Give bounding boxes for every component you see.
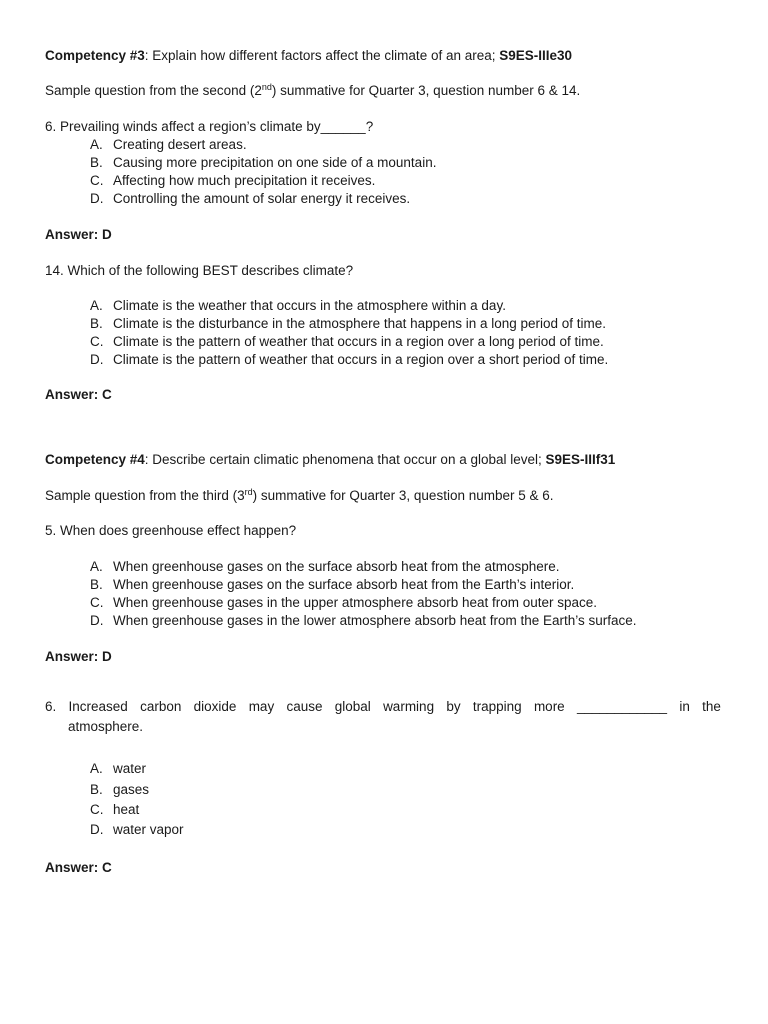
competency-3-label: Competency #3	[45, 48, 145, 63]
competency-4-sample-note	[45, 487, 554, 505]
option-letter: C.	[90, 334, 104, 349]
option-letter: B.	[90, 155, 103, 170]
sample-note-pre: Sample question from the second (2	[45, 83, 262, 98]
option-text: Climate is the pattern of weather that occurs in a region over a long period of time.	[113, 334, 604, 349]
stem-word: Increased	[68, 699, 128, 714]
option-letter: B.	[90, 316, 103, 331]
option-letter: A.	[90, 761, 103, 776]
question-5-option-c	[90, 594, 597, 612]
option-letter: C.	[90, 173, 104, 188]
option-text: Creating desert areas.	[113, 137, 247, 152]
competency-4-label: Competency #4	[45, 452, 145, 467]
competency-4-text: : Describe certain climatic phenomena that occur on a global level;	[144, 452, 546, 467]
question-6b-option-d	[90, 821, 184, 839]
question-6b-answer	[45, 859, 112, 877]
option-letter: A.	[90, 298, 103, 313]
question-6b-option-c	[90, 801, 139, 819]
question-6b-stem-line2: atmosphere.	[68, 719, 144, 734]
stem-word: warming	[383, 699, 435, 714]
stem-word: more	[533, 699, 565, 714]
option-letter: D.	[90, 822, 104, 837]
question-5-stem: 5. When does greenhouse effect happen?	[45, 523, 297, 538]
option-letter: B.	[90, 782, 103, 797]
option-text: heat	[113, 802, 140, 817]
question-5-option-b	[90, 576, 574, 594]
stem-word: carbon	[140, 699, 182, 714]
option-text: When greenhouse gases on the surface absorb heat from the Earth’s interior.	[113, 577, 575, 592]
stem-word: trapping	[472, 699, 522, 714]
option-text: When greenhouse gases in the lower atmosphere absorb heat from the Earth’s surface.	[113, 613, 637, 628]
option-letter: B.	[90, 577, 103, 592]
question-6b-stem	[45, 697, 721, 737]
answer-text: Answer: D	[45, 227, 112, 242]
option-letter: C.	[90, 802, 104, 817]
option-text: Climate is the disturbance in the atmosphere that happens in a long period of time.	[113, 316, 607, 331]
option-text: Climate is the pattern of weather that occurs in a region over a short period of time.	[113, 352, 609, 367]
question-6-option-b	[90, 154, 436, 172]
option-letter: D.	[90, 613, 104, 628]
competency-3-sample-note	[45, 82, 580, 100]
question-6-answer	[45, 226, 112, 244]
question-14-answer	[45, 386, 112, 404]
question-5-option-d	[90, 612, 637, 630]
stem-word: the	[702, 699, 721, 714]
answer-text: Answer: C	[45, 860, 112, 875]
competency-3-code: S9ES-IIIe30	[499, 48, 573, 63]
question-14-option-b	[90, 315, 606, 333]
option-text: water	[113, 761, 147, 776]
question-14-option-c	[90, 333, 604, 351]
competency-3-heading	[45, 47, 572, 65]
stem-word: in	[679, 699, 690, 714]
option-text: Affecting how much precipitation it receives.	[113, 173, 376, 188]
option-letter: D.	[90, 352, 104, 367]
answer-text: Answer: C	[45, 387, 112, 402]
question-14-option-d	[90, 351, 608, 369]
option-text: Causing more precipitation on one side of a mountain.	[113, 155, 437, 170]
sample-note-sup: rd	[244, 487, 253, 497]
sample-note-sup: nd	[261, 82, 272, 92]
competency-3-text: : Explain how different factors affect the climate of an area;	[144, 48, 500, 63]
stem-word: cause	[286, 699, 323, 714]
stem-word: 6.	[45, 699, 57, 714]
question-6-option-c	[90, 172, 375, 190]
competency-4-code: S9ES-IIIf31	[545, 452, 616, 467]
option-text: When greenhouse gases on the surface absorb heat from the atmosphere.	[113, 559, 560, 574]
question-14-stem: 14. Which of the following BEST describes climate?	[45, 263, 354, 278]
sample-note-pre: Sample question from the third (3	[45, 488, 245, 503]
option-text: Controlling the amount of solar energy it receives.	[113, 191, 411, 206]
question-6-option-d	[90, 190, 410, 208]
option-text: Climate is the weather that occurs in the atmosphere within a day.	[113, 298, 506, 313]
question-5-answer	[45, 648, 112, 666]
question-6b-option-b	[90, 781, 149, 799]
competency-4-heading	[45, 451, 615, 469]
option-text: When greenhouse gases in the upper atmosphere absorb heat from outer space.	[113, 595, 598, 610]
option-letter: A.	[90, 559, 103, 574]
option-text: gases	[113, 782, 150, 797]
option-letter: A.	[90, 137, 103, 152]
option-letter: C.	[90, 595, 104, 610]
stem-word: dioxide	[193, 699, 237, 714]
question-5-option-a	[90, 558, 560, 576]
sample-note-post: ) summative for Quarter 3, question number 5 & 6.	[252, 488, 554, 503]
stem-word: may	[248, 699, 275, 714]
sample-note-post: ) summative for Quarter 3, question number 6 & 14.	[271, 83, 581, 98]
option-letter: D.	[90, 191, 104, 206]
question-6-option-a	[90, 136, 247, 154]
option-text: water vapor	[113, 822, 184, 837]
answer-text: Answer: D	[45, 649, 112, 664]
question-6b-option-a	[90, 760, 146, 778]
stem-word: global	[334, 699, 371, 714]
stem-word: by	[446, 699, 461, 714]
stem-blank: ____________	[576, 699, 668, 714]
question-6b-stem-line1	[45, 697, 721, 717]
question-14-option-a	[90, 297, 506, 315]
question-6-stem: 6. Prevailing winds affect a region’s climate by______?	[45, 119, 374, 134]
